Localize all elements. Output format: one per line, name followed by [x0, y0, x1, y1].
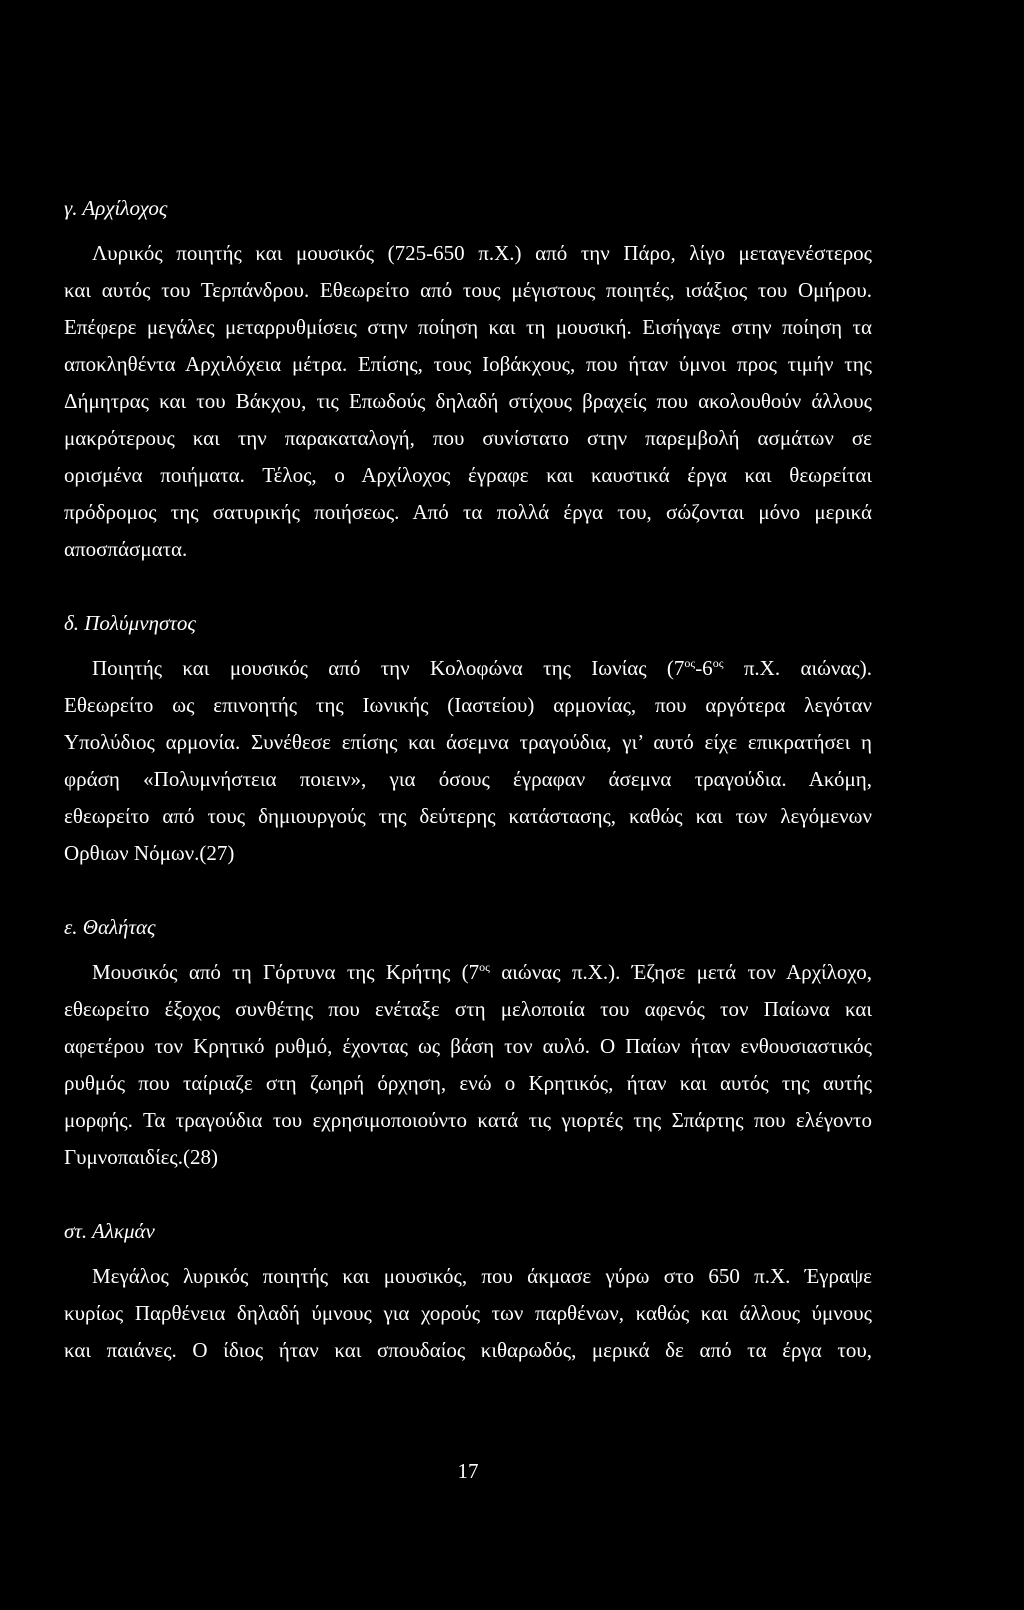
ordinal-suffix: ος	[712, 656, 724, 670]
paragraph-line: μακρότερους και την παρακαταλογή, που συνίστατο στην παρεμβολή ασμάτων σε	[64, 426, 872, 450]
line-text: -6	[695, 656, 713, 680]
section-heading-archilochus: γ. Αρχίλοχος	[64, 196, 168, 220]
line-text: Μουσικός από τη Γόρτυνα της Κρήτης (7	[92, 960, 480, 984]
paragraph-line: Επέφερε μεγάλες μεταρρυθμίσεις στην ποίηση και τη μουσική. Εισήγαγε στην ποίηση τα	[64, 315, 872, 339]
section-heading-polymnestus	[64, 610, 196, 636]
paragraph-line: αποκληθέντα Αρχιλόχεια μέτρα. Επίσης, τους Ιοβάκχους, που ήταν ύμνοι προς τιμήν της	[64, 352, 872, 376]
section-heading-text: δ. Πολύμνηστος	[64, 611, 196, 635]
page-number: 17	[457, 1459, 479, 1483]
paragraph-line: Γυμνοπαιδίες.(28)	[64, 1145, 218, 1169]
paragraph-line: Λυρικός ποιητής και μουσικός (725-650 π.Χ.) από την Πάρο, λίγο μεταγενέστερος	[92, 241, 872, 265]
paragraph-line: εθεωρείτο έξοχος συνθέτης που ενέταξε στη μελοποιία του αφενός τον Παίωνα και	[64, 997, 872, 1021]
ordinal-suffix: ος	[684, 656, 696, 670]
paragraph-line: κυρίως Παρθένεια δηλαδή ύμνους για χορούς των παρθένων, καθώς και άλλους ύμνους	[64, 1301, 872, 1325]
paragraph-line: αφετέρου τον Κρητικό ρυθμό, έχοντας ως βάση τον αυλό. Ο Παίων ήταν ενθουσιαστικός	[64, 1034, 872, 1058]
paragraph-line: και παιάνες. Ο ίδιος ήταν και σπουδαίος κιθαρωδός, μερικά δε από τα έργα του,	[64, 1338, 872, 1362]
paragraph-line: Εθεωρείτο ως επινοητής της Ιωνικής (Ιαστείου) αρμονίας, που αργότερα λεγόταν	[64, 693, 872, 717]
ordinal-suffix: ος	[479, 960, 490, 974]
paragraph-line: ρυθμός που ταίριαζε στη ζωηρή όρχηση, ενώ ο Κρητικός, ήταν και αυτός της αυτής	[64, 1071, 872, 1095]
paragraph-line: αποσπάσματα.	[64, 537, 188, 561]
paragraph-line: εθεωρείτο από τους δημιουργούς της δεύτερης κατάστασης, καθώς και των λεγόμενων	[64, 804, 872, 828]
paragraph-line: μορφής. Τα τραγούδια του εχρησιμοποιούντο κατά τις γιορτές της Σπάρτης που ελέγοντο	[64, 1108, 872, 1132]
paragraph-line: και αυτός του Τερπάνδρου. Εθεωρείτο από τους μέγιστους ποιητές, ισάξιος του Ομήρου.	[64, 278, 872, 302]
line-text: Ποιητής και μουσικός από την Κολοφώνα της Ιωνίας (7	[92, 656, 685, 680]
paragraph-line: Ορθιων Νόμων.(27)	[64, 841, 235, 865]
paragraph-line: ορισμένα ποιήματα. Τέλος, ο Αρχίλοχος έγραφε και καυστικά έργα και θεωρείται	[64, 463, 872, 487]
paragraph-line: Μεγάλος λυρικός ποιητής και μουσικός, που άκμασε γύρω στο 650 π.Χ. Έγραψε	[92, 1264, 872, 1288]
paragraph-line: πρόδρομος της σατυρικής ποιήσεως. Από τα πολλά έργα του, σώζονται μόνο μερικά	[64, 500, 872, 524]
paragraph-line	[92, 655, 872, 681]
section-heading-alcman: στ. Αλκμάν	[64, 1219, 155, 1243]
paragraph-line	[92, 959, 872, 985]
paragraph-line: Υπολύδιος αρμονία. Συνέθεσε επίσης και άσεμνα τραγούδια, γι’ αυτό είχε επικρατήσει η	[64, 730, 872, 754]
paragraph-line: Δήμητρας και του Βάκχου, τις Επωδούς δηλαδή στίχους βραχείς που ακολουθούν άλλους	[64, 389, 872, 413]
section-heading-thaletas: ε. Θαλήτας	[64, 915, 156, 939]
paragraph-line: φράση «Πολυμνήστεια ποιειν», για όσους έγραφαν άσεμνα τραγούδια. Ακόμη,	[64, 767, 872, 791]
line-text: π.Χ. αιώνας).	[723, 656, 872, 680]
line-text: αιώνας π.Χ.). Έζησε μετά τον Αρχίλοχο,	[489, 960, 872, 984]
